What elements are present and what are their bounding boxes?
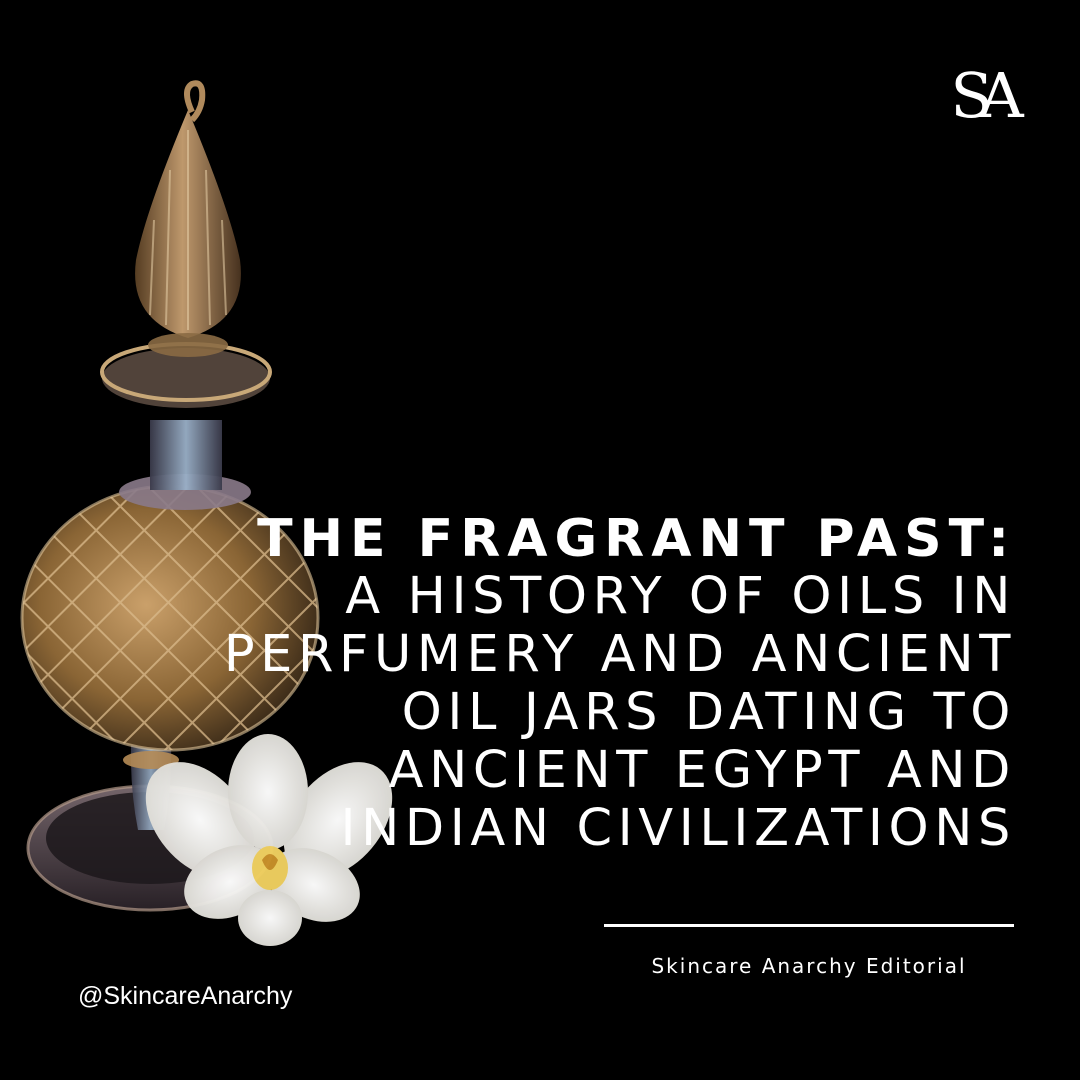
title-line-1: THE FRAGRANT PAST:	[257, 509, 1016, 569]
title-line-3: PERFUMERY AND ANCIENT	[223, 625, 1016, 684]
byline: Skincare Anarchy Editorial	[651, 954, 967, 978]
title-line-4: OIL JARS DATING TO	[401, 683, 1016, 742]
title-line-5: ANCIENT EGYPT AND	[388, 741, 1016, 800]
social-handle: @SkincareAnarchy	[78, 982, 293, 1010]
sa-logo: SA	[950, 59, 1010, 132]
post-title	[56, 510, 1016, 858]
title-line-6: INDIAN CIVILIZATIONS	[340, 799, 1016, 858]
title-line-2: A HISTORY OF OILS IN	[345, 567, 1016, 626]
divider-line	[604, 924, 1014, 927]
